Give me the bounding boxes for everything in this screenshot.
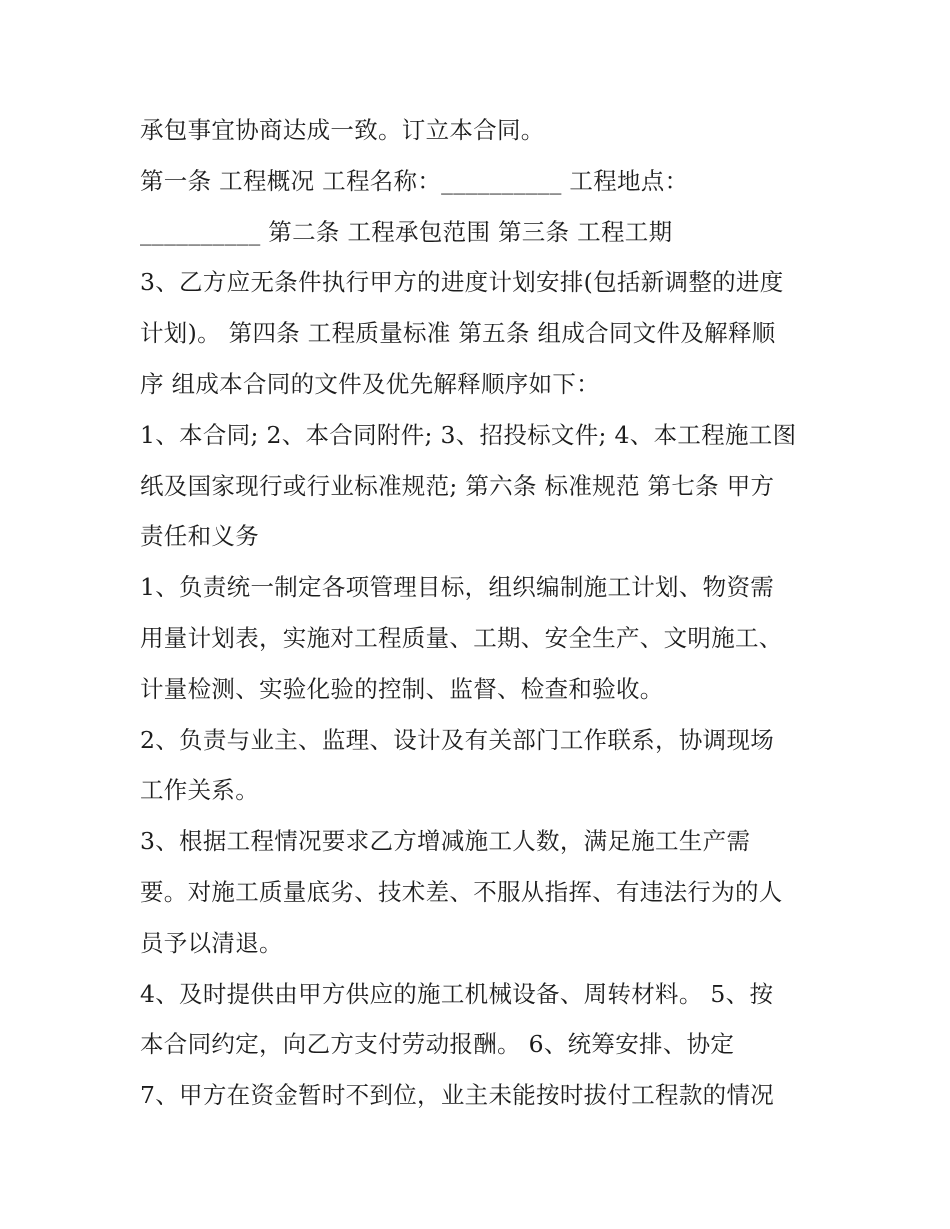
text-line: 序 组成本合同的文件及优先解释顺序如下：	[140, 369, 600, 398]
text-line: 1、本合同; 2、本合同附件; 3、招投标文件; 4、本工程施工图	[140, 420, 797, 449]
text-line: 工作关系。	[140, 776, 259, 805]
text-line: 要。对施工质量底劣、技术差、不服从指挥、有违法行为的人	[140, 877, 783, 906]
text-line: 责任和义务	[140, 522, 259, 551]
text-line: 计量检测、实验化验的控制、监督、检查和验收。	[140, 674, 664, 703]
text-line: 1、负责统一制定各项管理目标，组织编制施工计划、物资需	[140, 573, 775, 602]
text-line: __________ 第二条 工程承包范围 第三条 工程工期	[140, 217, 673, 246]
text-line: 2、负责与业主、监理、设计及有关部门工作联系，协调现场	[140, 725, 775, 754]
text-line: 纸及国家现行或行业标准规范; 第六条 标准规范 第七条 甲方	[140, 471, 775, 500]
text-line: 计划)。 第四条 工程质量标准 第五条 组成合同文件及解释顺	[140, 319, 776, 348]
text-line: 3、乙方应无条件执行甲方的进度计划安排(包括新调整的进度	[140, 268, 784, 297]
text-line: 4、及时提供由甲方供应的施工机械设备、周转材料。 5、按	[140, 979, 774, 1008]
text-line: 3、根据工程情况要求乙方增减施工人数，满足施工生产需	[140, 827, 751, 856]
text-line: 员予以清退。	[140, 928, 283, 957]
text-line: 承包事宜协商达成一致。订立本合同。	[140, 116, 545, 144]
text-line: 用量计划表，实施对工程质量、工期、安全生产、文明施工、	[140, 623, 783, 652]
text-line: 本合同约定，向乙方支付劳动报酬。 6、统筹安排、协定	[140, 1030, 735, 1059]
text-line: 第一条 工程概况 工程名称：__________ 工程地点：	[140, 166, 689, 195]
text-line: 7、甲方在资金暂时不到位，业主未能按时拔付工程款的情况	[140, 1081, 775, 1110]
document-body	[140, 105, 820, 1121]
